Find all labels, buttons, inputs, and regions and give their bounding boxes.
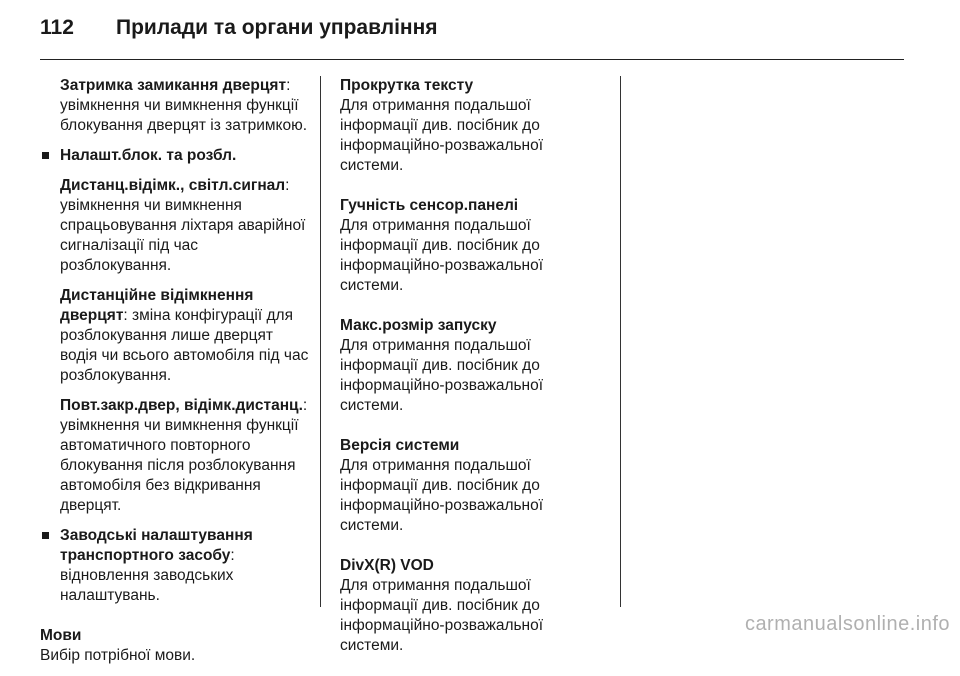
remote-light-signal-item: Дистанц.відімк., світл.сигнал: увімкнення чи вимкнення спрацьовування ліхтаря аварійної сигналізації під час розблокування. xyxy=(60,177,306,274)
auto-relock-text: увімкнення чи вимкнення функції автоматичного повторного блокування після розблокування автомобіля без відкривання дверцят. xyxy=(60,417,299,514)
factory-settings-text: відновлення заводських налаштувань. xyxy=(60,567,234,604)
page-title: Прилади та органи управління xyxy=(116,16,438,39)
max-startup-title: Макс.розмір запуску xyxy=(340,317,497,334)
system-version-title: Версія системи xyxy=(340,437,460,454)
system-version-text: Для отримання подальшої інформації див. посібник до інформаційно-розважальної системи. xyxy=(340,457,544,534)
page-number: 112 xyxy=(40,16,74,39)
remote-light-signal-title: Дистанц.відімк., світл.сигнал xyxy=(60,177,286,194)
bullet-square-icon xyxy=(42,532,49,539)
languages-section xyxy=(40,626,312,666)
watermark: carmanualsonline.info xyxy=(744,613,950,635)
divx-section xyxy=(340,556,610,656)
page-header xyxy=(40,14,900,42)
auto-relock-title: Повт.закр.двер, відімк.дистанц. xyxy=(60,397,303,414)
touch-volume-section xyxy=(340,196,610,296)
header-divider xyxy=(40,59,904,60)
max-startup-section xyxy=(340,316,610,416)
auto-relock-item: Повт.закр.двер, відімк.дистанц.: увімкнення чи вимкнення функції автоматичного повторного блокування після розблокування автомобіля без відкривання дверцят. xyxy=(60,397,308,514)
door-lock-delay-title: Затримка замикання дверцят xyxy=(60,77,287,94)
text-scroll-title: Прокрутка тексту xyxy=(340,77,474,94)
text-scroll-text: Для отримання подальшої інформації див. посібник до інформаційно-розважальної системи. xyxy=(340,97,544,174)
right-column xyxy=(340,76,610,676)
languages-title: Мови xyxy=(40,627,82,644)
max-startup-text: Для отримання подальшої інформації див. посібник до інформаційно-розважальної системи. xyxy=(340,337,544,414)
left-column xyxy=(40,76,312,666)
lock-settings-bullet xyxy=(40,146,312,166)
column-separator-left xyxy=(320,76,321,607)
text-scroll-section xyxy=(340,76,610,176)
factory-settings-title: Заводські налаштування транспортного засобу xyxy=(60,527,253,564)
divx-text: Для отримання подальшої інформації див. посібник до інформаційно-розважальної системи. xyxy=(340,577,544,654)
touch-volume-text: Для отримання подальшої інформації див. посібник до інформаційно-розважальної системи. xyxy=(340,217,544,294)
factory-settings-bullet: Заводські налаштування транспортного засобу: відновлення заводських налаштувань. xyxy=(40,526,312,606)
remote-unlock-item: Дистанційне відімкнення дверцят: зміна конфігурації для розблокування лише дверцят водія чи всього автомобіля під час розблокування. xyxy=(60,287,309,384)
remote-unlock-title: Дистанційне відімкнення дверцят xyxy=(60,287,254,324)
door-lock-delay-item: Затримка замикання дверцят: увімкнення чи вимкнення функції блокування дверцят із затримкою. xyxy=(60,77,308,134)
touch-volume-title: Гучність сенсор.панелі xyxy=(340,197,519,214)
languages-text: Вибір потрібної мови. xyxy=(40,647,196,664)
remote-unlock-text: зміна конфігурації для розблокування лише дверцят водія чи всього автомобіля під час розблокування. xyxy=(60,307,309,384)
bullet-square-icon xyxy=(42,152,49,159)
divx-title: DivX(R) VOD xyxy=(340,557,434,574)
door-lock-delay-text: увімкнення чи вимкнення функції блокування дверцят із затримкою. xyxy=(60,97,308,134)
remote-light-signal-text: увімкнення чи вимкнення спрацьовування ліхтаря аварійної сигналізації під час розблокування. xyxy=(60,197,306,274)
system-version-section xyxy=(340,436,610,536)
column-separator-right xyxy=(620,76,621,607)
lock-settings-label: Налашт.блок. та розбл. xyxy=(60,147,237,164)
